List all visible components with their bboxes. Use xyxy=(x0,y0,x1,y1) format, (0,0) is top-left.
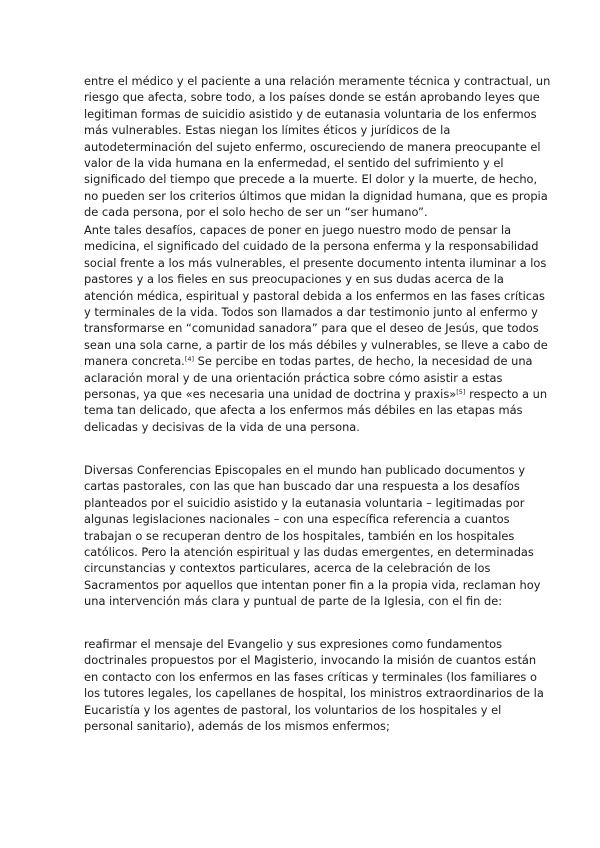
text-line: personal sanitario), además de los mismos enfermos; xyxy=(84,719,390,734)
text-line: Diversas Conferencias Episcopales en el mundo han publicado documentos y xyxy=(84,463,526,477)
text-line: planteados por el suicidio asistido y la eutanasia voluntaria – legitimadas por xyxy=(84,495,525,510)
text-line: los tutores legales, los capellanes de hospital, los ministros extraordinarios de la xyxy=(84,686,544,701)
text-line: de cada persona, por el solo hecho de ser un “ser humano”. xyxy=(84,205,428,220)
text-line: medicina, el significado del cuidado de la persona enferma y la responsabilidad xyxy=(84,239,539,254)
text-line: riesgo que afecta, sobre todo, a los países donde se están aprobando leyes que xyxy=(84,90,540,105)
text-line: no pueden ser los criterios últimos que midan la dignidad humana, que es propia xyxy=(84,188,548,203)
line-text: Se percibe en todas partes, de hecho, la necesidad de una xyxy=(194,354,533,369)
text-line: entre el médico y el paciente a una relación meramente técnica y contractual, un xyxy=(84,74,551,88)
text-line: Ante tales desafíos, capaces de poner en juego nuestro modo de pensar la xyxy=(84,223,512,237)
line-text: respecto a un xyxy=(465,387,548,402)
text-line: y terminales de la vida. Todos son llamados a dar testimonio junto al enfermo y xyxy=(84,305,538,320)
text-line: doctrinales propuestos por el Magisterio, invocando la misión de cuantos están xyxy=(84,653,537,668)
text-line: social frente a los más vulnerables, el presente documento intenta iluminar a los xyxy=(84,255,547,270)
text-line: significado del tiempo que precede a la muerte. El dolor y la muerte, de hecho, xyxy=(84,172,538,187)
text-line: aclaración moral y de una orientación práctica sobre cómo asistir a estas xyxy=(84,370,503,385)
text-line xyxy=(84,386,548,402)
paragraph-3 xyxy=(84,462,541,610)
footnote-ref-5[interactable]: [5] xyxy=(456,388,466,397)
text-line: Sacramentos por aquellos que intentan poner fin a la propia vida, reclaman hoy xyxy=(84,577,541,592)
text-line: delicadas y decisivas de la vida de una persona. xyxy=(84,419,360,434)
text-line: una intervención más clara y puntual de parte de la Iglesia, con el fin de: xyxy=(84,594,503,609)
text-line: más vulnerables. Estas niegan los límites éticos y jurídicos de la xyxy=(84,123,451,138)
text-line: atención médica, espiritual y pastoral debida a los enfermos en las fases críticas xyxy=(84,288,545,303)
paragraph-4 xyxy=(84,636,544,734)
text-line: transformarse en “comunidad sanadora” para que el deseo de Jesús, que todos xyxy=(84,321,539,336)
text-line: sean una sola carne, a partir de los más débiles y vulnerables, se lleve a cabo de xyxy=(84,337,548,352)
text-line: Eucaristía y los agentes de pastoral, los voluntarios de los hospitales y el xyxy=(84,702,502,717)
text-line: pastores y a los fieles en sus preocupaciones y en sus dudas acerca de la xyxy=(84,272,504,287)
paragraph-2 xyxy=(84,222,548,435)
text-line: tema tan delicado, que afecta a los enfermos más débiles en las etapas más xyxy=(84,403,523,418)
text-line: autodeterminación del sujeto enfermo, oscureciendo de manera preocupante el xyxy=(84,139,541,154)
text-line: católicos. Pero la atención espiritual y las dudas emergentes, en determinadas xyxy=(84,545,534,560)
text-line: en contacto con los enfermos en las fases críticas y terminales (los familiares o xyxy=(84,669,537,684)
text-line: reafirmar el mensaje del Evangelio y sus expresiones como fundamentos xyxy=(84,637,503,651)
paragraph-1 xyxy=(84,73,551,221)
line-text: manera concreta. xyxy=(84,354,185,369)
text-line: legitiman formas de suicidio asistido y de eutanasia voluntaria de los enfermos xyxy=(84,106,537,121)
text-line: cartas pastorales, con las que han buscado dar una respuesta a los desafíos xyxy=(84,479,520,494)
text-line: algunas legislaciones nacionales – con una específica referencia a cuantos xyxy=(84,512,510,527)
footnote-ref-4[interactable]: [4] xyxy=(184,355,195,364)
line-text: personas, ya que «es necesaria una unidad de doctrina y praxis» xyxy=(84,387,457,402)
text-line xyxy=(84,353,533,369)
text-line: trabajan o se recuperan dentro de los hospitales, también en los hospitales xyxy=(84,528,515,543)
text-line: circunstancias y contextos particulares, acerca de la celebración de los xyxy=(84,561,491,576)
text-line: valor de la vida humana en la enfermedad, el sentido del sufrimiento y el xyxy=(84,156,504,171)
